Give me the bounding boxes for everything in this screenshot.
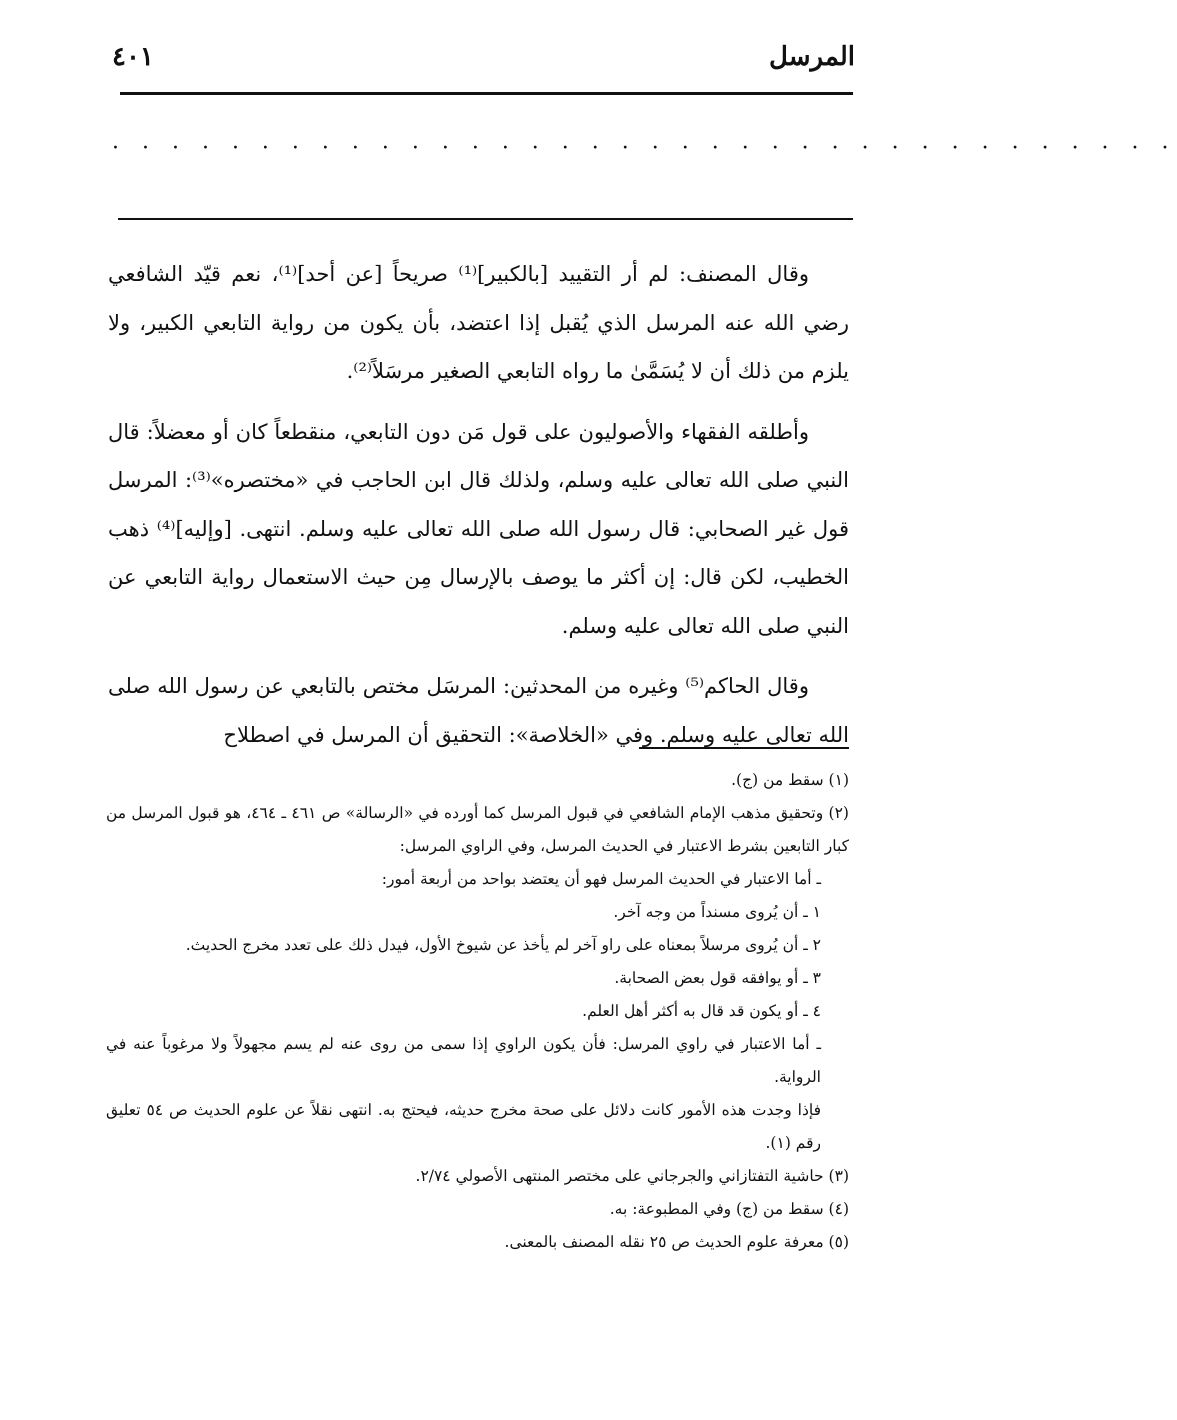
section-rule	[118, 218, 853, 220]
footnote-rule	[639, 747, 849, 749]
footnote-2-subheading: ـ أما الاعتبار في الحديث المرسل فهو أن يعتضد بواحد من أربعة أمور:	[381, 870, 821, 888]
footnote-4: (٤) سقط من (ج) وفي المطبوعة: به.	[609, 1200, 849, 1218]
running-title: المرسل	[769, 42, 855, 72]
ellipsis-line: · · · · · · · · · · · · · · · · · · · · · · · · · · · · · · · · · · · ·	[112, 136, 1177, 161]
footnote-2-narrator: ـ أما الاعتبار في راوي المرسل: فأن يكون الراوي إذا سمى من روى عنه لم يسم مجهولاً ولا مرغوباً عنه في الرواية.	[106, 1035, 821, 1086]
footnotes	[106, 764, 849, 1259]
body-paragraph-3: وقال الحاكم⁽⁵⁾ وغيره من المحدثين: المرسَل مختص بالتابعي عن رسول الله صلى الله تعالى عليه وسلم. وفي «الخلاصة»: التحقيق أن المرسل في اصطلاح	[108, 674, 849, 747]
footnote-3: (٣) حاشية التفتازاني والجرجاني على مختصر المنتهى الأصولي ٢/٧٤.	[415, 1167, 849, 1185]
footnote-2-item-3: ٣ ـ أو يوافقه قول بعض الصحابة.	[614, 969, 821, 987]
footnote-2-item-2: ٢ ـ أن يُروى مرسلاً بمعناه على راو آخر لم يأخذ عن شيوخ الأول، فيدل ذلك على تعدد مخرج الحديث.	[185, 936, 821, 954]
body-paragraph-1: وقال المصنف: لم أر التقييد [بالكبير]⁽¹⁾ صريحاً [عن أحد]⁽¹⁾، نعم قيّد الشافعي رضي الله عنه المرسل الذي يُقبل إذا اعتضد، بأن يكون من رواية التابعي الكبير، ولا يلزم من ذلك أن لا يُسَمَّىٰ ما رواه التابعي الصغير مرسَلاً⁽²⁾.	[108, 262, 849, 383]
footnote-2-item-1: ١ ـ أن يُروى مسنداً من وجه آخر.	[613, 903, 821, 921]
footnote-2: (٢) وتحقيق مذهب الإمام الشافعي في قبول المرسل كما أورده في «الرسالة» ص ٤٦١ ـ ٤٦٤، هو قبول المرسل من كبار التابعين بشرط الاعتبار في الحديث المرسل، وفي الراوي المرسل:	[106, 804, 849, 855]
body-text	[108, 250, 849, 771]
page-number: ٤٠١	[112, 42, 154, 72]
body-paragraph-2: وأطلقه الفقهاء والأصوليون على قول مَن دون التابعي، منقطعاً كان أو معضلاً: قال النبي صلى الله تعالى عليه وسلم، ولذلك قال ابن الحاجب في «مختصره»⁽³⁾: المرسل قول غير الصحابي: قال رسول الله صلى الله تعالى عليه وسلم. انتهى. [وإليه]⁽⁴⁾ ذهب الخطيب، لكن قال: إن أكثر ما يوصف بالإرسال مِن حيث الاستعمال رواية التابعي عن النبي صلى الله تعالى عليه وسلم.	[108, 419, 850, 638]
header-rule	[120, 92, 853, 95]
footnote-2-conclusion: فإذا وجدت هذه الأمور كانت دلائل على صحة مخرج حديثه، فيحتج به. انتهى نقلاً عن علوم الحديث ص ٥٤ تعليق رقم (١).	[106, 1101, 821, 1152]
footnote-2-item-4: ٤ ـ أو يكون قد قال به أكثر أهل العلم.	[582, 1002, 821, 1020]
running-header	[112, 36, 855, 96]
footnote-1: (١) سقط من (ج).	[731, 771, 849, 789]
footnote-5: (٥) معرفة علوم الحديث ص ٢٥ نقله المصنف بالمعنى.	[504, 1233, 849, 1251]
